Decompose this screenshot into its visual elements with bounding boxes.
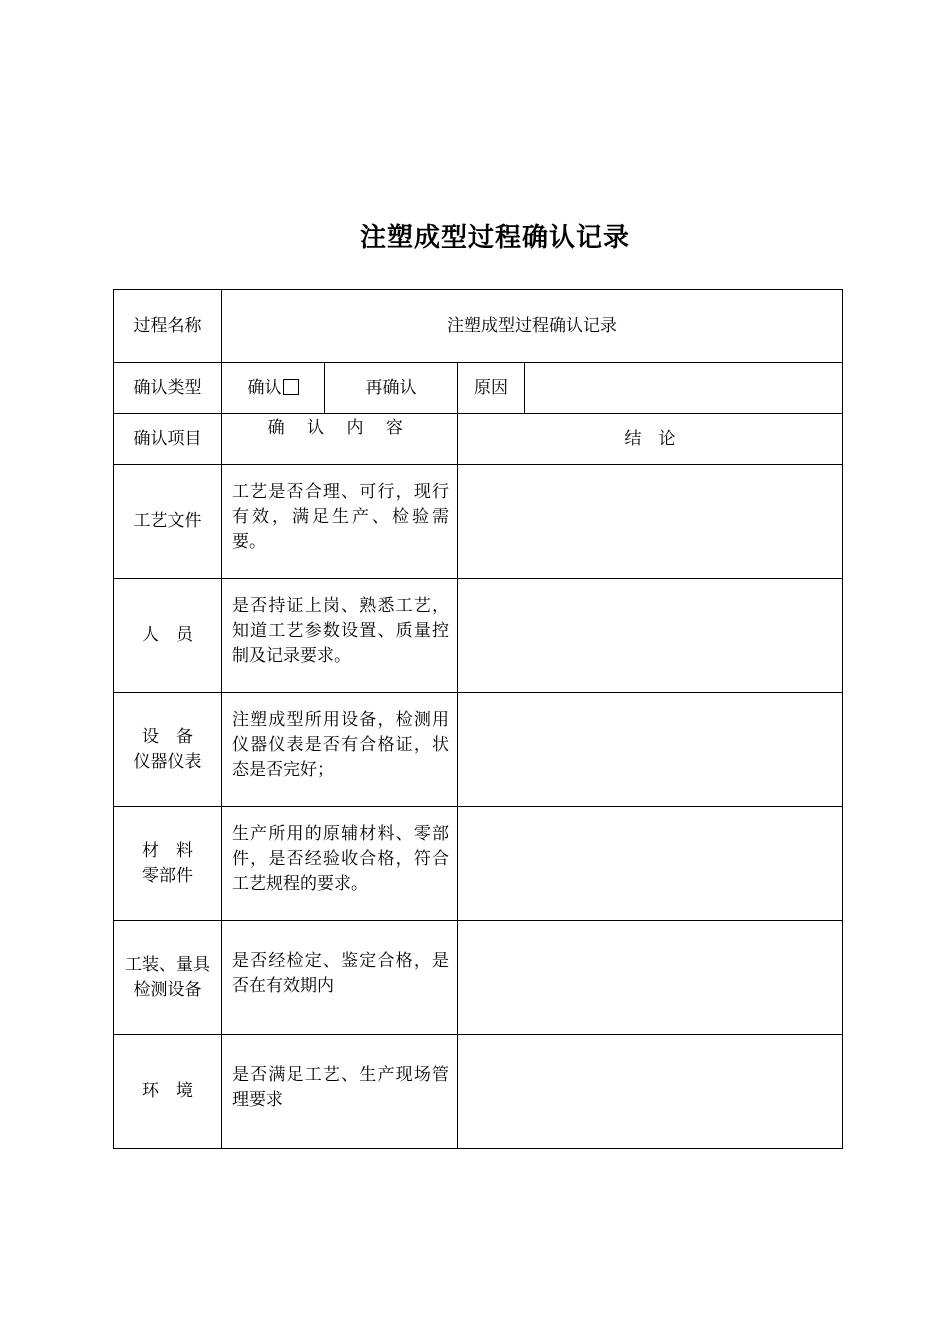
item-name: 工装、量具 [125, 954, 210, 975]
confirm-checkbox[interactable] [283, 379, 299, 395]
content-text: 是否持证上岗、熟悉工艺，知道工艺参数设置、质量控制及记录要求。 [232, 596, 449, 666]
reconfirm-option-label: 再确认 [325, 363, 458, 414]
table-row [114, 579, 843, 693]
item-name-line2: 检测设备 [133, 979, 202, 1000]
item-cell [114, 579, 222, 693]
item-cell [114, 1035, 222, 1149]
content-text: 是否经检定、鉴定合格，是否在有效期内 [232, 950, 449, 996]
content-cell [222, 807, 458, 921]
reason-value[interactable] [525, 363, 843, 414]
process-name-label: 过程名称 [114, 290, 222, 363]
content-cell [222, 579, 458, 693]
content-text: 生产所用的原辅材料、零部件，是否经验收合格，符合工艺规程的要求。 [232, 824, 449, 894]
item-name: 设 备 [142, 726, 193, 747]
confirm-option-label: 确认 [247, 377, 282, 398]
confirmation-record-table [113, 289, 843, 1149]
confirm-type-row [114, 363, 843, 414]
conclusion-cell[interactable] [458, 1035, 843, 1149]
conclusion-header: 结 论 [458, 414, 843, 465]
confirm-type-label: 确认类型 [114, 363, 222, 414]
item-name: 人 员 [142, 625, 193, 645]
conclusion-cell[interactable] [458, 807, 843, 921]
item-name-line2: 仪器仪表 [133, 751, 202, 772]
table-row [114, 1035, 843, 1149]
item-header: 确认项目 [114, 414, 222, 465]
table-row [114, 921, 843, 1035]
item-name: 工艺文件 [133, 511, 202, 531]
conclusion-cell[interactable] [458, 921, 843, 1035]
item-cell [114, 465, 222, 579]
content-text: 是否满足工艺、生产现场管理要求 [232, 1064, 449, 1110]
table-row [114, 693, 843, 807]
item-name: 环 境 [142, 1081, 193, 1101]
document-title: 注塑成型过程确认记录 [359, 223, 630, 253]
conclusion-cell[interactable] [458, 693, 843, 807]
process-name-row [114, 290, 843, 363]
item-name-line2: 零部件 [142, 865, 193, 886]
item-cell [114, 921, 222, 1035]
column-header-row [114, 414, 843, 465]
content-cell [222, 693, 458, 807]
content-cell [222, 465, 458, 579]
content-cell [222, 1035, 458, 1149]
process-name-value: 注塑成型过程确认记录 [222, 290, 843, 363]
table-row [114, 807, 843, 921]
item-cell [114, 807, 222, 921]
item-cell [114, 693, 222, 807]
table-row [114, 465, 843, 579]
content-text: 注塑成型所用设备，检测用仪器仪表是否有合格证，状态是否完好； [232, 710, 449, 780]
reason-label: 原因 [458, 363, 525, 414]
content-header-text: 确 认 内 容 [267, 418, 412, 438]
item-name: 材 料 [142, 840, 193, 861]
content-cell [222, 921, 458, 1035]
confirm-option-cell [222, 363, 325, 414]
content-header [222, 414, 458, 465]
conclusion-cell[interactable] [458, 465, 843, 579]
conclusion-cell[interactable] [458, 579, 843, 693]
content-text: 工艺是否合理、可行，现行有效，满足生产、检验需要。 [232, 482, 449, 552]
